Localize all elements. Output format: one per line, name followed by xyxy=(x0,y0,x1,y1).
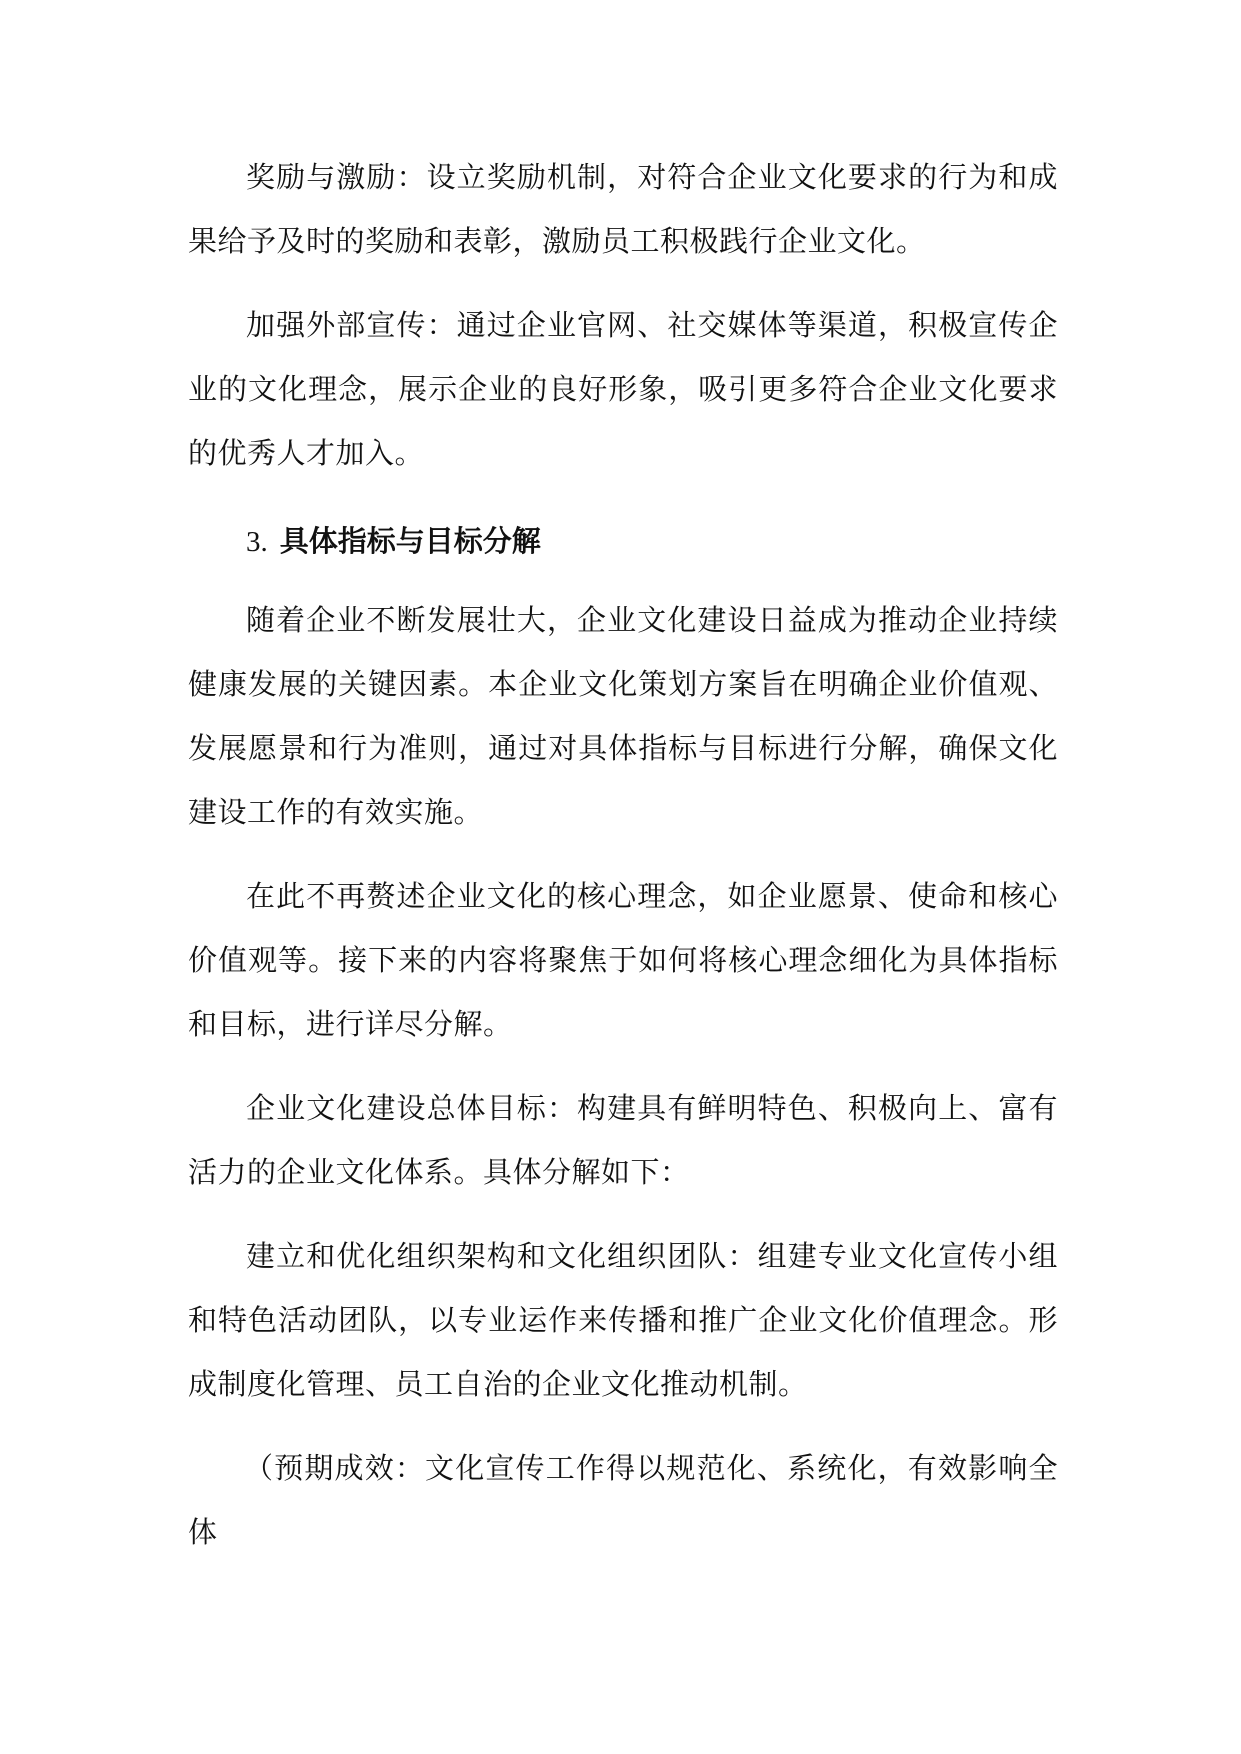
page-content xyxy=(188,145,1058,1584)
paragraph-expected-result: （预期成效：文化宣传工作得以规范化、系统化，有效影响全体 xyxy=(188,1451,1058,1549)
paragraph-external-promotion: 加强外部宣传：通过企业官网、社交媒体等渠道，积极宣传企业的文化理念，展示企业的良好形象，吸引更多符合企业文化要求的优秀人才加入。 xyxy=(188,308,1058,470)
section-title: 具体指标与目标分解 xyxy=(279,524,541,558)
paragraph-intro: 随着企业不断发展壮大，企业文化建设日益成为推动企业持续健康发展的关键因素。本企业文化策划方案旨在明确企业价值观、发展愿景和行为准则，通过对具体指标与目标进行分解，确保文化建设工作的有效实施。 xyxy=(188,603,1058,829)
paragraph-overall-goal: 企业文化建设总体目标：构建具有鲜明特色、积极向上、富有活力的企业文化体系。具体分解如下： xyxy=(188,1091,1058,1189)
section-heading xyxy=(188,509,1058,574)
paragraph-organization: 建立和优化组织架构和文化组织团队：组建专业文化宣传小组和特色活动团队，以专业运作来传播和推广企业文化价值理念。形成制度化管理、员工自治的企业文化推动机制。 xyxy=(188,1239,1058,1401)
paragraph-core-concepts: 在此不再赘述企业文化的核心理念，如企业愿景、使命和核心价值观等。接下来的内容将聚焦于如何将核心理念细化为具体指标和目标，进行详尽分解。 xyxy=(188,879,1058,1041)
section-number: 3. xyxy=(246,526,268,558)
paragraph-rewards: 奖励与激励：设立奖励机制，对符合企业文化要求的行为和成果给予及时的奖励和表彰，激励员工积极践行企业文化。 xyxy=(188,160,1058,258)
